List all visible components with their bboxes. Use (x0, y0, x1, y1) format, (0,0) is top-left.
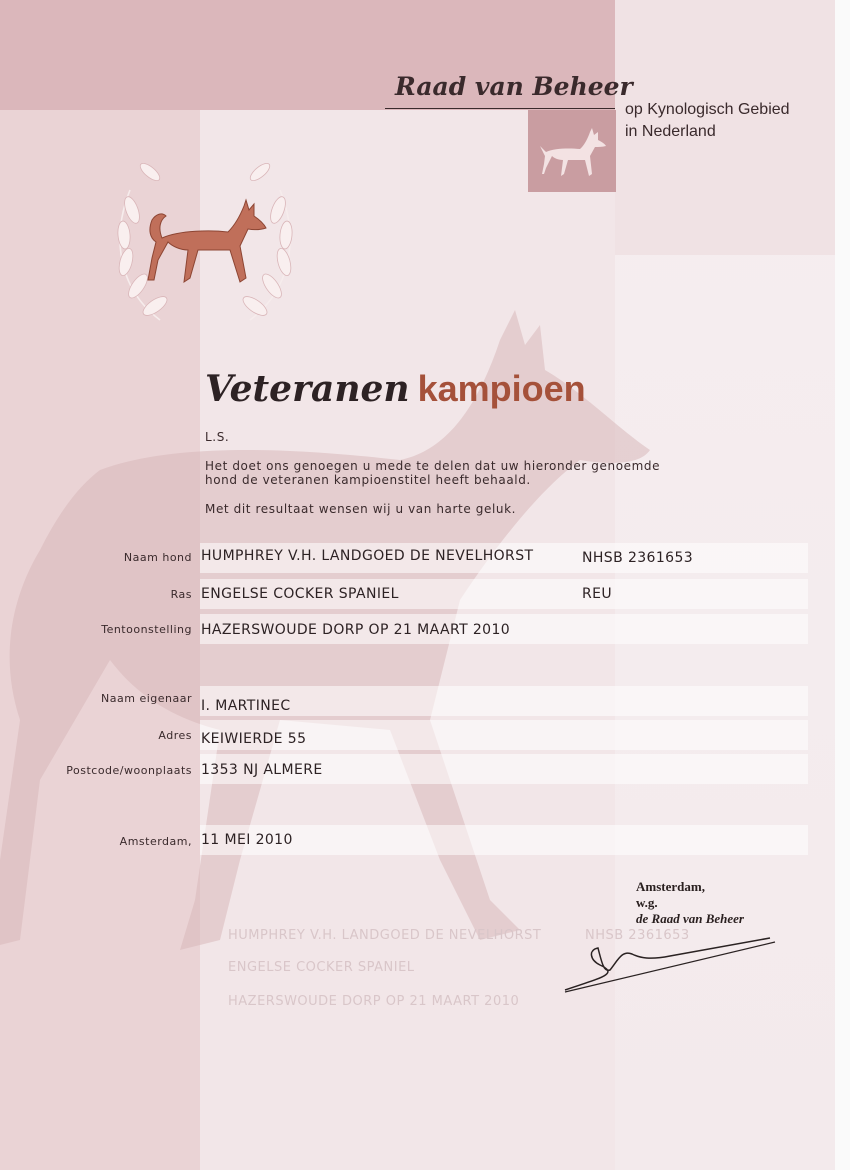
ghost-breed: ENGELSE COCKER SPANIEL (228, 960, 415, 975)
dog-registration-value: NHSB 2361653 (582, 550, 694, 566)
certificate-title (205, 368, 586, 410)
org-name: Raad van Beheer (395, 72, 633, 101)
address-value: KEIWIERDE 55 (201, 731, 307, 747)
field-row-owner (200, 686, 808, 716)
signature-block (636, 879, 744, 927)
ghost-dog-name: HUMPHREY V.H. LANDGOED DE NEVELHORST (228, 928, 542, 943)
signature-place: Amsterdam, (636, 879, 705, 894)
logo-box (528, 110, 616, 192)
salutation: L.S. (205, 430, 230, 444)
breed-value: ENGELSE COCKER SPANIEL (201, 586, 399, 602)
city-value: 1353 NJ ALMERE (201, 762, 323, 778)
letter-para1-line2: hond de veteranen kampioenstitel heeft behaald. (205, 473, 531, 487)
small-dog-logo-icon (528, 110, 616, 192)
show-label: Tentoonstelling (101, 623, 192, 636)
owner-name-value: I. MARTINEC (201, 698, 291, 714)
sex-value: REU (582, 586, 613, 602)
letter-para2: Met dit resultaat wensen wij u van harte geluk. (205, 502, 517, 516)
signature-authority: de Raad van Beheer (636, 911, 744, 926)
issue-place-label: Amsterdam, (119, 835, 192, 848)
dog-name-label: Naam hond (123, 551, 192, 564)
scan-edge (835, 0, 850, 1170)
signature-wg: w.g. (636, 895, 658, 910)
org-subtitle (625, 99, 790, 143)
title-veteranen: Veteranen (205, 368, 410, 410)
dog-name-value: HUMPHREY V.H. LANDGOED DE NEVELHORST (201, 548, 534, 564)
city-label: Postcode/woonplaats (66, 764, 192, 777)
ghost-show: HAZERSWOUDE DORP OP 21 MAART 2010 (228, 994, 520, 1009)
title-kampioen: kampioen (417, 368, 586, 409)
laurel-emblem-icon (100, 150, 310, 330)
letter-para1-line1: Het doet ons genoegen u mede te delen dat uw hieronder genoemde (205, 459, 661, 473)
ghost-registration: NHSB 2361653 (585, 928, 690, 943)
owner-name-label: Naam eigenaar (101, 692, 192, 705)
breed-label: Ras (170, 588, 192, 601)
org-subtitle-line1: op Kynologisch Gebied (625, 101, 790, 118)
show-value: HAZERSWOUDE DORP OP 21 MAART 2010 (201, 622, 511, 638)
org-subtitle-line2: in Nederland (625, 123, 716, 140)
issue-date-value: 11 MEI 2010 (201, 832, 293, 848)
address-label: Adres (158, 729, 192, 742)
handwritten-signature (560, 930, 790, 1000)
org-underline (385, 108, 615, 109)
